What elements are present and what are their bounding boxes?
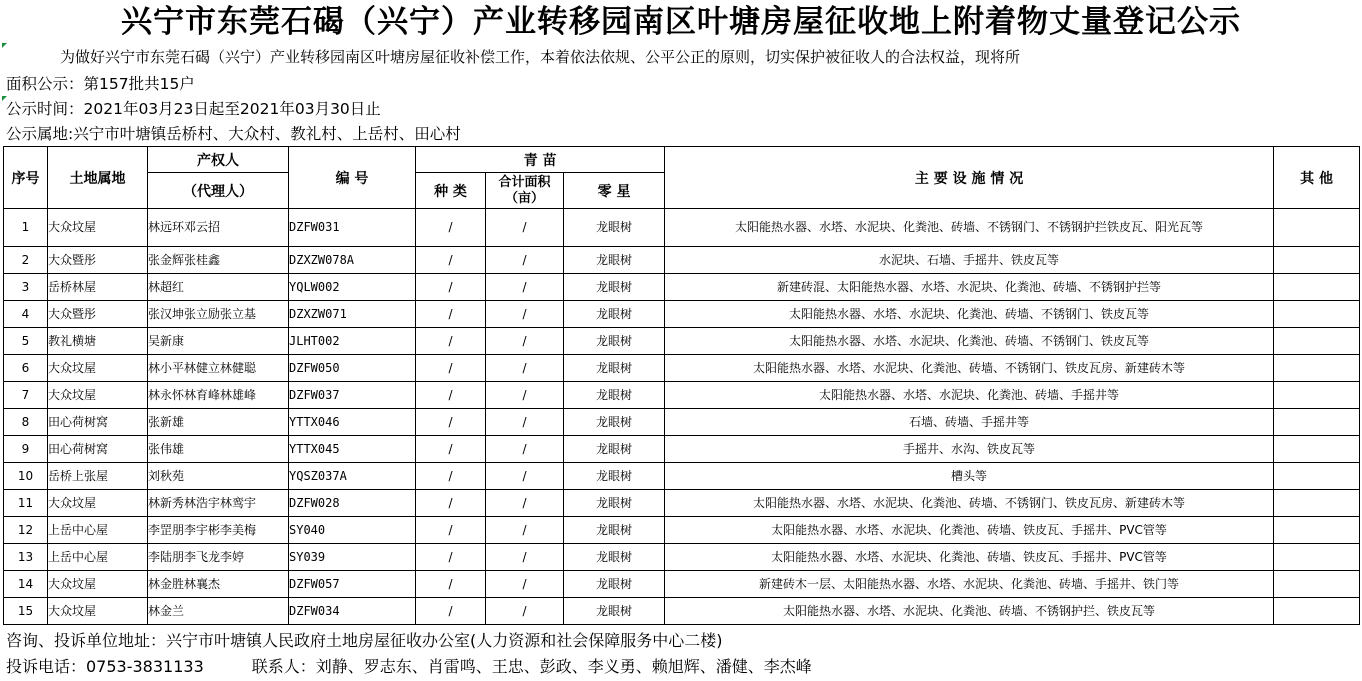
- row-land: 大众坟屋: [48, 490, 148, 517]
- table-row: [4, 544, 1360, 571]
- header-agent: （代理人）: [148, 173, 289, 209]
- row-owner: 李罡朋李宇彬李美梅: [148, 517, 289, 544]
- row-other: [1274, 436, 1360, 463]
- row-scattered: 龙眼树: [564, 517, 665, 544]
- row-other: [1274, 328, 1360, 355]
- row-owner: 林远环邓云招: [148, 209, 289, 247]
- row-other: [1274, 274, 1360, 301]
- row-other: [1274, 544, 1360, 571]
- row-other: [1274, 463, 1360, 490]
- row-code: YQLW002: [289, 274, 416, 301]
- header-area-unit: （亩）: [504, 190, 544, 206]
- row-facilities: 太阳能热水器、水塔、水泥块、化粪池、砖墙、不锈钢门、不锈钢护拦铁皮瓦、阳光瓦等: [665, 209, 1274, 247]
- row-owner: 林金胜林襄杰: [148, 571, 289, 598]
- row-seq: 4: [4, 301, 48, 328]
- row-other: [1274, 301, 1360, 328]
- row-crop-kind: /: [416, 301, 486, 328]
- row-other: [1274, 490, 1360, 517]
- row-crop-kind: /: [416, 409, 486, 436]
- row-other: [1274, 598, 1360, 625]
- footer-contact-line: [6, 654, 1356, 680]
- row-crop-kind: /: [416, 355, 486, 382]
- row-crop-kind: /: [416, 490, 486, 517]
- row-code: SY039: [289, 544, 416, 571]
- row-land: 大众坟屋: [48, 382, 148, 409]
- row-code: YTTX045: [289, 436, 416, 463]
- header-crops: 青 苗: [416, 147, 665, 173]
- row-owner: 林超红: [148, 274, 289, 301]
- row-land: 大众坟屋: [48, 209, 148, 247]
- row-crop-area: /: [486, 571, 564, 598]
- table-row: [4, 409, 1360, 436]
- row-facilities: 太阳能热水器、水塔、水泥块、化粪池、砖墙、不锈钢门、铁皮瓦等: [665, 328, 1274, 355]
- table-row: [4, 598, 1360, 625]
- row-scattered: 龙眼树: [564, 274, 665, 301]
- row-seq: 8: [4, 409, 48, 436]
- row-owner: 李陆朋李飞龙李婷: [148, 544, 289, 571]
- row-seq: 9: [4, 436, 48, 463]
- row-seq: 3: [4, 274, 48, 301]
- table-row: [4, 301, 1360, 328]
- registration-table: [3, 146, 1360, 625]
- row-seq: 2: [4, 247, 48, 274]
- table-row: [4, 463, 1360, 490]
- row-scattered: 龙眼树: [564, 436, 665, 463]
- header-scattered: 零 星: [564, 173, 665, 209]
- row-code: SY040: [289, 517, 416, 544]
- notice-time: 公示时间：2021年03月23日起至2021年03月30日止: [6, 100, 381, 118]
- row-code: DZXZW078A: [289, 247, 416, 274]
- row-owner: 林小平林健立林健聪: [148, 355, 289, 382]
- row-scattered: 龙眼树: [564, 328, 665, 355]
- row-facilities: 太阳能热水器、水塔、水泥块、化粪池、砖墙、不锈钢门、铁皮瓦房、新建砖木等: [665, 490, 1274, 517]
- row-seq: 14: [4, 571, 48, 598]
- row-scattered: 龙眼树: [564, 544, 665, 571]
- row-scattered: 龙眼树: [564, 382, 665, 409]
- row-crop-kind: /: [416, 463, 486, 490]
- row-facilities: 新建砖木一层、太阳能热水器、水塔、水泥块、化粪池、砖墙、手摇井、铁门等: [665, 571, 1274, 598]
- row-seq: 1: [4, 209, 48, 247]
- row-facilities: 太阳能热水器、水塔、水泥块、化粪池、砖墙、不锈钢护拦、铁皮瓦等: [665, 598, 1274, 625]
- row-seq: 5: [4, 328, 48, 355]
- area-notice: 面积公示：第157批共15户: [6, 75, 195, 93]
- row-facilities: 新建砖混、太阳能热水器、水塔、水泥块、化粪池、砖墙、不锈钢护拦等: [665, 274, 1274, 301]
- header-kind: 种 类: [416, 173, 486, 209]
- row-scattered: 龙眼树: [564, 301, 665, 328]
- row-crop-area: /: [486, 328, 564, 355]
- row-owner: 林金兰: [148, 598, 289, 625]
- footer-consult-address: 咨询、投诉单位地址：兴宁市叶塘镇人民政府土地房屋征收办公室(人力资源和社会保障服务中心二楼): [6, 631, 723, 650]
- table-row: [4, 436, 1360, 463]
- row-code: DZFW031: [289, 209, 416, 247]
- page-title: 兴宁市东莞石碣（兴宁）产业转移园南区叶塘房屋征收地上附着物丈量登记公示: [121, 4, 1241, 40]
- row-crop-area: /: [486, 517, 564, 544]
- row-scattered: 龙眼树: [564, 463, 665, 490]
- row-land: 大众坟屋: [48, 355, 148, 382]
- row-facilities: 手摇井、水沟、铁皮瓦等: [665, 436, 1274, 463]
- row-code: DZXZW071: [289, 301, 416, 328]
- row-seq: 7: [4, 382, 48, 409]
- row-facilities: 水泥块、石墙、手摇井、铁皮瓦等: [665, 247, 1274, 274]
- intro-paragraph: 为做好兴宁市东莞石碣（兴宁）产业转移园南区叶塘房屋征收补偿工作，本着依法依规、公平公正的原则，切实保护被征收人的合法权益，现将所: [60, 48, 1021, 66]
- row-crop-area: /: [486, 490, 564, 517]
- row-other: [1274, 517, 1360, 544]
- row-crop-kind: /: [416, 382, 486, 409]
- header-facilities: 主 要 设 施 情 况: [665, 147, 1274, 209]
- row-crop-kind: /: [416, 274, 486, 301]
- row-facilities: 槽头等: [665, 463, 1274, 490]
- row-crop-area: /: [486, 355, 564, 382]
- table-row: [4, 247, 1360, 274]
- row-crop-area: /: [486, 436, 564, 463]
- row-other: [1274, 409, 1360, 436]
- header-total-area-label: 合计面积: [498, 174, 551, 190]
- row-seq: 13: [4, 544, 48, 571]
- row-crop-kind: /: [416, 544, 486, 571]
- table-row: [4, 382, 1360, 409]
- row-seq: 6: [4, 355, 48, 382]
- row-land: 岳桥林屋: [48, 274, 148, 301]
- footer-phone: 投诉电话：0753-3831133: [6, 657, 204, 676]
- row-scattered: 龙眼树: [564, 409, 665, 436]
- row-land: 教礼横塘: [48, 328, 148, 355]
- row-other: [1274, 571, 1360, 598]
- row-code: DZFW028: [289, 490, 416, 517]
- row-owner: 张汉坤张立励张立基: [148, 301, 289, 328]
- row-owner: 刘秋苑: [148, 463, 289, 490]
- row-other: [1274, 247, 1360, 274]
- row-scattered: 龙眼树: [564, 247, 665, 274]
- row-code: YQSZ037A: [289, 463, 416, 490]
- row-crop-kind: /: [416, 436, 486, 463]
- row-scattered: 龙眼树: [564, 209, 665, 247]
- table-row: [4, 490, 1360, 517]
- row-owner: 林永怀林育峰林雄峰: [148, 382, 289, 409]
- row-code: DZFW034: [289, 598, 416, 625]
- row-crop-area: /: [486, 544, 564, 571]
- row-seq: 15: [4, 598, 48, 625]
- row-crop-kind: /: [416, 328, 486, 355]
- row-code: DZFW057: [289, 571, 416, 598]
- row-crop-kind: /: [416, 517, 486, 544]
- header-total-area: [486, 173, 564, 209]
- row-land: 上岳中心屋: [48, 544, 148, 571]
- header-seq: 序号: [4, 147, 48, 209]
- row-code: JLHT002: [289, 328, 416, 355]
- row-land: 大众坟屋: [48, 598, 148, 625]
- row-owner: 吴新康: [148, 328, 289, 355]
- row-crop-area: /: [486, 409, 564, 436]
- header-land: 土地属地: [48, 147, 148, 209]
- row-other: [1274, 209, 1360, 247]
- header-other: 其 他: [1274, 147, 1360, 209]
- row-crop-kind: /: [416, 598, 486, 625]
- row-scattered: 龙眼树: [564, 490, 665, 517]
- row-crop-kind: /: [416, 247, 486, 274]
- header-code: 编 号: [289, 147, 416, 209]
- row-land: 岳桥上张屋: [48, 463, 148, 490]
- footer-contacts: 联系人：刘静、罗志东、肖雷鸣、王忠、彭政、李义勇、赖旭辉、潘健、李杰峰: [251, 657, 812, 676]
- row-facilities: 太阳能热水器、水塔、水泥块、化粪池、砖墙、铁皮瓦、手摇井、PVC管等: [665, 544, 1274, 571]
- notice-location: 公示属地:兴宁市叶塘镇岳桥村、大众村、教礼村、上岳村、田心村: [6, 125, 461, 143]
- table-row: [4, 209, 1360, 247]
- row-crop-kind: /: [416, 571, 486, 598]
- row-land: 大众暨彤: [48, 301, 148, 328]
- row-owner: 林新秀林浩宇林鸾宇: [148, 490, 289, 517]
- table-row: [4, 328, 1360, 355]
- table-row: [4, 274, 1360, 301]
- row-land: 田心荷树窝: [48, 409, 148, 436]
- row-code: YTTX046: [289, 409, 416, 436]
- row-scattered: 龙眼树: [564, 355, 665, 382]
- row-seq: 10: [4, 463, 48, 490]
- row-owner: 张新雄: [148, 409, 289, 436]
- row-crop-area: /: [486, 247, 564, 274]
- row-other: [1274, 382, 1360, 409]
- row-seq: 11: [4, 490, 48, 517]
- row-land: 田心荷树窝: [48, 436, 148, 463]
- row-facilities: 太阳能热水器、水塔、水泥块、化粪池、砖墙、不锈钢门、铁皮瓦等: [665, 301, 1274, 328]
- row-crop-area: /: [486, 598, 564, 625]
- table-row: [4, 571, 1360, 598]
- table-row: [4, 355, 1360, 382]
- table-row: [4, 517, 1360, 544]
- row-owner: 张伟雄: [148, 436, 289, 463]
- row-land: 上岳中心屋: [48, 517, 148, 544]
- row-facilities: 石墙、砖墙、手摇井等: [665, 409, 1274, 436]
- row-code: DZFW037: [289, 382, 416, 409]
- row-scattered: 龙眼树: [564, 598, 665, 625]
- row-facilities: 太阳能热水器、水塔、水泥块、化粪池、砖墙、不锈钢门、铁皮瓦房、新建砖木等: [665, 355, 1274, 382]
- row-owner: 张金辉张桂鑫: [148, 247, 289, 274]
- row-facilities: 太阳能热水器、水塔、水泥块、化粪池、砖墙、铁皮瓦、手摇井、PVC管等: [665, 517, 1274, 544]
- row-land: 大众坟屋: [48, 571, 148, 598]
- row-land: 大众暨彤: [48, 247, 148, 274]
- row-seq: 12: [4, 517, 48, 544]
- row-crop-kind: /: [416, 209, 486, 247]
- header-owner: 产权人: [148, 147, 289, 173]
- row-crop-area: /: [486, 209, 564, 247]
- row-crop-area: /: [486, 463, 564, 490]
- row-other: [1274, 355, 1360, 382]
- row-scattered: 龙眼树: [564, 571, 665, 598]
- row-facilities: 太阳能热水器、水塔、水泥块、化粪池、砖墙、手摇井等: [665, 382, 1274, 409]
- row-code: DZFW050: [289, 355, 416, 382]
- row-crop-area: /: [486, 301, 564, 328]
- row-crop-area: /: [486, 382, 564, 409]
- row-crop-area: /: [486, 274, 564, 301]
